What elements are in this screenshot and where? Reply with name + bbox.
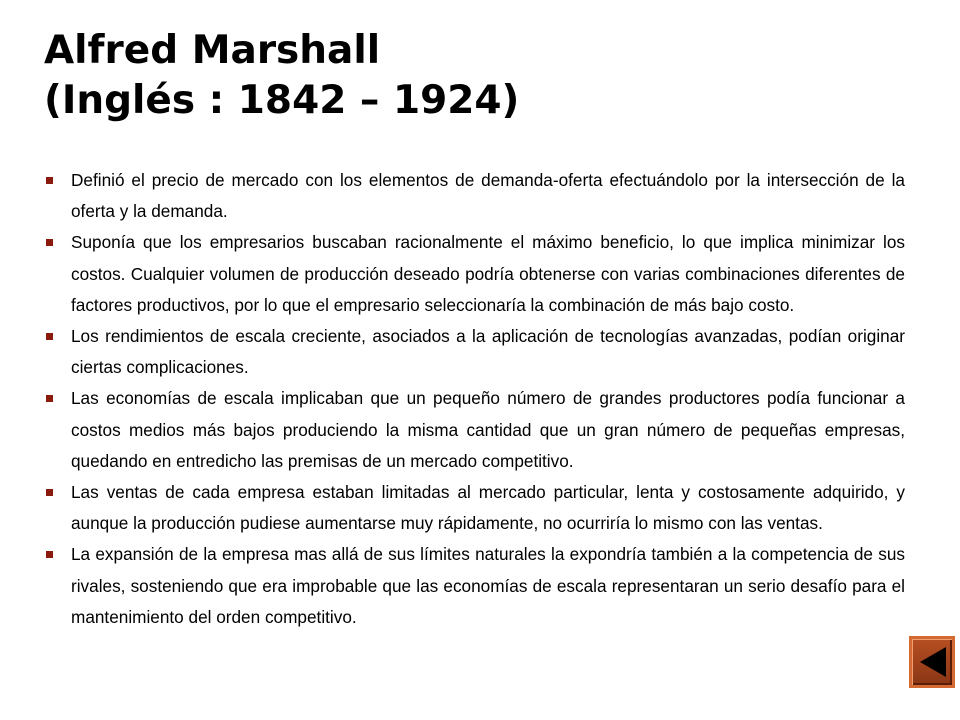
back-button[interactable] (909, 636, 955, 688)
bullet-item (44, 321, 905, 383)
bullet-text: Las ventas de cada empresa estaban limitadas al mercado particular, lenta y costosamente adquirido, y aunque la producción pudiese aumentarse muy rápidamente, no ocurriría lo mismo con las ventas. (71, 482, 905, 534)
bullet-text: La expansión de la empresa mas allá de sus límites naturales la expondría también a la competencia de sus rivales, sosteniendo que era improbable que las economías de escala representaran un serio desafío para el mantenimiento del orden competitivo. (71, 544, 905, 627)
left-triangle-icon (920, 647, 946, 677)
bullet-text: Definió el precio de mercado con los elementos de demanda-oferta efectuándolo por la intersección de la oferta y la demanda. (71, 170, 905, 222)
bullet-item (44, 539, 905, 633)
bullet-item (44, 227, 905, 321)
bullet-item (44, 383, 905, 477)
bullet-item (44, 165, 905, 227)
bullet-text: Suponía que los empresarios buscaban racionalmente el máximo beneficio, lo que implica minimizar los costos. Cualquier volumen de producción deseado podría obtenerse con varias combinaciones diferentes de factores productivos, por lo que el empresario seleccionaría la combinación de más bajo costo. (71, 232, 905, 315)
square-bullet-icon (46, 333, 53, 340)
bullet-text: Los rendimientos de escala creciente, asociados a la aplicación de tecnologías avanzadas, podían originar ciertas complicaciones. (71, 326, 905, 378)
bullet-text: Las economías de escala implicaban que un pequeño número de grandes productores podía funcionar a costos medios más bajos produciendo la misma cantidad que un gran número de pequeñas empresas, quedando en entredicho las premisas de un mercado competitivo. (71, 388, 905, 471)
title-line-dates: (Inglés : 1842 – 1924) (44, 78, 520, 123)
slide-title (44, 26, 519, 126)
square-bullet-icon (46, 489, 53, 496)
bullet-list (44, 165, 905, 633)
square-bullet-icon (46, 395, 53, 402)
title-line-name: Alfred Marshall (44, 28, 381, 73)
square-bullet-icon (46, 239, 53, 246)
square-bullet-icon (46, 551, 53, 558)
bullet-item (44, 477, 905, 539)
square-bullet-icon (46, 177, 53, 184)
